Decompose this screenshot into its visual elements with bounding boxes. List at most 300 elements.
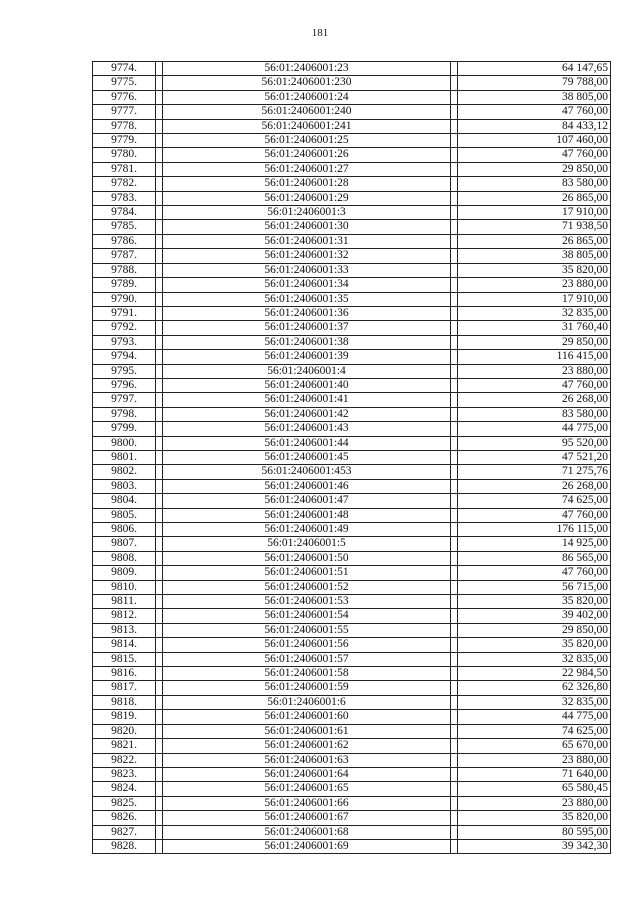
- row-number-cell: 9822.: [93, 753, 156, 767]
- table-row: [93, 652, 611, 666]
- column-gap: [156, 422, 163, 436]
- column-gap: [156, 220, 163, 234]
- column-gap: [156, 494, 163, 508]
- column-gap: [451, 162, 458, 176]
- table-row: [93, 350, 611, 364]
- cadastral-number-cell: 56:01:2406001:30: [163, 220, 451, 234]
- column-gap: [156, 537, 163, 551]
- value-cell: 86 565,00: [458, 551, 611, 565]
- table-row: [93, 811, 611, 825]
- table-row: [93, 695, 611, 709]
- table-row: [93, 551, 611, 565]
- cadastral-number-cell: 56:01:2406001:63: [163, 753, 451, 767]
- column-gap: [156, 695, 163, 709]
- row-number-cell: 9799.: [93, 422, 156, 436]
- row-number-cell: 9782.: [93, 177, 156, 191]
- column-gap: [451, 609, 458, 623]
- column-gap: [156, 407, 163, 421]
- cadastral-number-cell: 56:01:2406001:62: [163, 739, 451, 753]
- row-number-cell: 9778.: [93, 119, 156, 133]
- table-row: [93, 523, 611, 537]
- row-number-cell: 9809.: [93, 566, 156, 580]
- column-gap: [156, 263, 163, 277]
- column-gap: [156, 119, 163, 133]
- row-number-cell: 9802.: [93, 465, 156, 479]
- column-gap: [156, 767, 163, 781]
- column-gap: [156, 523, 163, 537]
- column-gap: [156, 724, 163, 738]
- value-cell: 47 760,00: [458, 148, 611, 162]
- column-gap: [156, 508, 163, 522]
- value-cell: 38 805,00: [458, 90, 611, 104]
- cadastral-number-cell: 56:01:2406001:42: [163, 407, 451, 421]
- column-gap: [451, 450, 458, 464]
- row-number-cell: 9806.: [93, 523, 156, 537]
- row-number-cell: 9825.: [93, 796, 156, 810]
- value-cell: 71 938,50: [458, 220, 611, 234]
- table-row: [93, 609, 611, 623]
- table-row: [93, 580, 611, 594]
- value-cell: 32 835,00: [458, 306, 611, 320]
- table-row: [93, 148, 611, 162]
- cadastral-number-cell: 56:01:2406001:47: [163, 494, 451, 508]
- table-row: [93, 292, 611, 306]
- column-gap: [156, 595, 163, 609]
- column-gap: [156, 479, 163, 493]
- row-number-cell: 9820.: [93, 724, 156, 738]
- value-cell: 31 760,40: [458, 321, 611, 335]
- row-number-cell: 9818.: [93, 695, 156, 709]
- row-number-cell: 9805.: [93, 508, 156, 522]
- row-number-cell: 9780.: [93, 148, 156, 162]
- cadastral-number-cell: 56:01:2406001:45: [163, 450, 451, 464]
- column-gap: [451, 407, 458, 421]
- column-gap: [156, 234, 163, 248]
- column-gap: [451, 566, 458, 580]
- column-gap: [451, 695, 458, 709]
- value-cell: 32 835,00: [458, 695, 611, 709]
- value-cell: 80 595,00: [458, 825, 611, 839]
- column-gap: [451, 638, 458, 652]
- table-row: [93, 220, 611, 234]
- cadastral-number-cell: 56:01:2406001:240: [163, 105, 451, 119]
- value-cell: 23 880,00: [458, 278, 611, 292]
- column-gap: [156, 580, 163, 594]
- cadastral-number-cell: 56:01:2406001:38: [163, 335, 451, 349]
- table-row: [93, 638, 611, 652]
- row-number-cell: 9807.: [93, 537, 156, 551]
- column-gap: [156, 825, 163, 839]
- value-cell: 64 147,65: [458, 62, 611, 76]
- column-gap: [451, 220, 458, 234]
- row-number-cell: 9779.: [93, 134, 156, 148]
- row-number-cell: 9785.: [93, 220, 156, 234]
- value-cell: 39 342,30: [458, 839, 611, 853]
- column-gap: [451, 508, 458, 522]
- row-number-cell: 9824.: [93, 782, 156, 796]
- row-number-cell: 9828.: [93, 839, 156, 853]
- value-cell: 65 670,00: [458, 739, 611, 753]
- value-cell: 29 850,00: [458, 623, 611, 637]
- value-cell: 26 268,00: [458, 479, 611, 493]
- column-gap: [451, 321, 458, 335]
- cadastral-number-cell: 56:01:2406001:58: [163, 667, 451, 681]
- registry-table: [92, 61, 611, 854]
- cadastral-number-cell: 56:01:2406001:48: [163, 508, 451, 522]
- column-gap: [451, 710, 458, 724]
- value-cell: 116 415,00: [458, 350, 611, 364]
- cadastral-number-cell: 56:01:2406001:53: [163, 595, 451, 609]
- row-number-cell: 9797.: [93, 393, 156, 407]
- value-cell: 29 850,00: [458, 335, 611, 349]
- table-row: [93, 667, 611, 681]
- column-gap: [451, 422, 458, 436]
- column-gap: [156, 811, 163, 825]
- column-gap: [451, 177, 458, 191]
- row-number-cell: 9826.: [93, 811, 156, 825]
- value-cell: 65 580,45: [458, 782, 611, 796]
- value-cell: 47 760,00: [458, 105, 611, 119]
- column-gap: [156, 739, 163, 753]
- value-cell: 26 268,00: [458, 393, 611, 407]
- row-number-cell: 9791.: [93, 306, 156, 320]
- cadastral-number-cell: 56:01:2406001:55: [163, 623, 451, 637]
- column-gap: [156, 249, 163, 263]
- column-gap: [156, 681, 163, 695]
- column-gap: [451, 393, 458, 407]
- row-number-cell: 9789.: [93, 278, 156, 292]
- table-row: [93, 191, 611, 205]
- row-number-cell: 9813.: [93, 623, 156, 637]
- cadastral-number-cell: 56:01:2406001:67: [163, 811, 451, 825]
- cadastral-number-cell: 56:01:2406001:41: [163, 393, 451, 407]
- cadastral-number-cell: 56:01:2406001:4: [163, 364, 451, 378]
- table-row: [93, 623, 611, 637]
- column-gap: [451, 249, 458, 263]
- table-row: [93, 249, 611, 263]
- column-gap: [156, 710, 163, 724]
- value-cell: 83 580,00: [458, 407, 611, 421]
- table-row: [93, 436, 611, 450]
- table-row: [93, 710, 611, 724]
- row-number-cell: 9798.: [93, 407, 156, 421]
- column-gap: [156, 148, 163, 162]
- value-cell: 74 625,00: [458, 494, 611, 508]
- table-row: [93, 90, 611, 104]
- cadastral-number-cell: 56:01:2406001:28: [163, 177, 451, 191]
- row-number-cell: 9794.: [93, 350, 156, 364]
- value-cell: 107 460,00: [458, 134, 611, 148]
- cadastral-number-cell: 56:01:2406001:68: [163, 825, 451, 839]
- table-row: [93, 839, 611, 853]
- table-row: [93, 450, 611, 464]
- cadastral-number-cell: 56:01:2406001:57: [163, 652, 451, 666]
- column-gap: [156, 90, 163, 104]
- column-gap: [156, 638, 163, 652]
- column-gap: [156, 839, 163, 853]
- table-row: [93, 105, 611, 119]
- cadastral-number-cell: 56:01:2406001:59: [163, 681, 451, 695]
- cadastral-number-cell: 56:01:2406001:29: [163, 191, 451, 205]
- table-row: [93, 724, 611, 738]
- value-cell: 38 805,00: [458, 249, 611, 263]
- column-gap: [156, 206, 163, 220]
- row-number-cell: 9793.: [93, 335, 156, 349]
- column-gap: [156, 350, 163, 364]
- row-number-cell: 9781.: [93, 162, 156, 176]
- column-gap: [156, 393, 163, 407]
- cadastral-number-cell: 56:01:2406001:50: [163, 551, 451, 565]
- row-number-cell: 9788.: [93, 263, 156, 277]
- table-row: [93, 364, 611, 378]
- row-number-cell: 9783.: [93, 191, 156, 205]
- row-number-cell: 9792.: [93, 321, 156, 335]
- value-cell: 32 835,00: [458, 652, 611, 666]
- column-gap: [451, 523, 458, 537]
- value-cell: 23 880,00: [458, 796, 611, 810]
- column-gap: [156, 162, 163, 176]
- cadastral-number-cell: 56:01:2406001:44: [163, 436, 451, 450]
- value-cell: 74 625,00: [458, 724, 611, 738]
- column-gap: [451, 580, 458, 594]
- column-gap: [451, 537, 458, 551]
- value-cell: 84 433,12: [458, 119, 611, 133]
- column-gap: [451, 292, 458, 306]
- table-row: [93, 494, 611, 508]
- cadastral-number-cell: 56:01:2406001:24: [163, 90, 451, 104]
- table-row: [93, 566, 611, 580]
- column-gap: [451, 782, 458, 796]
- column-gap: [451, 76, 458, 90]
- value-cell: 22 984,50: [458, 667, 611, 681]
- value-cell: 71 275,76: [458, 465, 611, 479]
- column-gap: [451, 335, 458, 349]
- row-number-cell: 9790.: [93, 292, 156, 306]
- column-gap: [156, 278, 163, 292]
- table-row: [93, 134, 611, 148]
- column-gap: [451, 825, 458, 839]
- value-cell: 71 640,00: [458, 767, 611, 781]
- column-gap: [451, 623, 458, 637]
- value-cell: 17 910,00: [458, 292, 611, 306]
- cadastral-number-cell: 56:01:2406001:43: [163, 422, 451, 436]
- value-cell: 14 925,00: [458, 537, 611, 551]
- column-gap: [156, 566, 163, 580]
- value-cell: 47 760,00: [458, 508, 611, 522]
- column-gap: [451, 767, 458, 781]
- cadastral-number-cell: 56:01:2406001:46: [163, 479, 451, 493]
- table-row: [93, 306, 611, 320]
- column-gap: [451, 62, 458, 76]
- row-number-cell: 9827.: [93, 825, 156, 839]
- table-row: [93, 162, 611, 176]
- cadastral-number-cell: 56:01:2406001:37: [163, 321, 451, 335]
- cadastral-number-cell: 56:01:2406001:64: [163, 767, 451, 781]
- page-number: 181: [311, 27, 329, 39]
- table-row: [93, 767, 611, 781]
- column-gap: [451, 263, 458, 277]
- column-gap: [156, 321, 163, 335]
- value-cell: 79 788,00: [458, 76, 611, 90]
- cadastral-number-cell: 56:01:2406001:60: [163, 710, 451, 724]
- value-cell: 62 326,80: [458, 681, 611, 695]
- column-gap: [451, 465, 458, 479]
- cadastral-number-cell: 56:01:2406001:65: [163, 782, 451, 796]
- column-gap: [451, 119, 458, 133]
- cadastral-number-cell: 56:01:2406001:23: [163, 62, 451, 76]
- value-cell: 176 115,00: [458, 523, 611, 537]
- cadastral-number-cell: 56:01:2406001:5: [163, 537, 451, 551]
- row-number-cell: 9776.: [93, 90, 156, 104]
- column-gap: [451, 90, 458, 104]
- column-gap: [156, 652, 163, 666]
- table-row: [93, 263, 611, 277]
- row-number-cell: 9819.: [93, 710, 156, 724]
- cadastral-number-cell: 56:01:2406001:66: [163, 796, 451, 810]
- column-gap: [451, 724, 458, 738]
- value-cell: 23 880,00: [458, 364, 611, 378]
- column-gap: [451, 739, 458, 753]
- cadastral-number-cell: 56:01:2406001:26: [163, 148, 451, 162]
- row-number-cell: 9821.: [93, 739, 156, 753]
- value-cell: 35 820,00: [458, 263, 611, 277]
- column-gap: [451, 234, 458, 248]
- column-gap: [451, 436, 458, 450]
- cadastral-number-cell: 56:01:2406001:453: [163, 465, 451, 479]
- column-gap: [156, 753, 163, 767]
- row-number-cell: 9787.: [93, 249, 156, 263]
- column-gap: [451, 595, 458, 609]
- table-row: [93, 393, 611, 407]
- row-number-cell: 9811.: [93, 595, 156, 609]
- column-gap: [156, 450, 163, 464]
- value-cell: 44 775,00: [458, 710, 611, 724]
- cadastral-number-cell: 56:01:2406001:69: [163, 839, 451, 853]
- column-gap: [451, 378, 458, 392]
- row-number-cell: 9815.: [93, 652, 156, 666]
- column-gap: [451, 479, 458, 493]
- value-cell: 35 820,00: [458, 811, 611, 825]
- row-number-cell: 9786.: [93, 234, 156, 248]
- table-row: [93, 422, 611, 436]
- value-cell: 35 820,00: [458, 595, 611, 609]
- column-gap: [156, 551, 163, 565]
- row-number-cell: 9823.: [93, 767, 156, 781]
- row-number-cell: 9810.: [93, 580, 156, 594]
- table-row: [93, 321, 611, 335]
- table-row: [93, 335, 611, 349]
- column-gap: [451, 191, 458, 205]
- column-gap: [156, 782, 163, 796]
- value-cell: 26 865,00: [458, 191, 611, 205]
- table-row: [93, 681, 611, 695]
- table-row: [93, 278, 611, 292]
- column-gap: [156, 378, 163, 392]
- table-row: [93, 825, 611, 839]
- value-cell: 47 760,00: [458, 566, 611, 580]
- table-row: [93, 796, 611, 810]
- column-gap: [451, 206, 458, 220]
- row-number-cell: 9795.: [93, 364, 156, 378]
- table-row: [93, 206, 611, 220]
- table-row: [93, 739, 611, 753]
- cadastral-number-cell: 56:01:2406001:51: [163, 566, 451, 580]
- column-gap: [156, 134, 163, 148]
- table-row: [93, 782, 611, 796]
- cadastral-number-cell: 56:01:2406001:40: [163, 378, 451, 392]
- row-number-cell: 9801.: [93, 450, 156, 464]
- table-row: [93, 62, 611, 76]
- cadastral-number-cell: 56:01:2406001:230: [163, 76, 451, 90]
- cadastral-number-cell: 56:01:2406001:241: [163, 119, 451, 133]
- value-cell: 56 715,00: [458, 580, 611, 594]
- cadastral-number-cell: 56:01:2406001:61: [163, 724, 451, 738]
- column-gap: [451, 364, 458, 378]
- column-gap: [156, 436, 163, 450]
- column-gap: [451, 681, 458, 695]
- cadastral-number-cell: 56:01:2406001:54: [163, 609, 451, 623]
- row-number-cell: 9804.: [93, 494, 156, 508]
- table-row: [93, 537, 611, 551]
- cadastral-number-cell: 56:01:2406001:27: [163, 162, 451, 176]
- column-gap: [156, 667, 163, 681]
- row-number-cell: 9775.: [93, 76, 156, 90]
- column-gap: [451, 667, 458, 681]
- column-gap: [156, 177, 163, 191]
- value-cell: 26 865,00: [458, 234, 611, 248]
- cadastral-number-cell: 56:01:2406001:34: [163, 278, 451, 292]
- row-number-cell: 9774.: [93, 62, 156, 76]
- table-row: [93, 595, 611, 609]
- registry-table-body: [93, 62, 611, 854]
- column-gap: [451, 839, 458, 853]
- row-number-cell: 9814.: [93, 638, 156, 652]
- column-gap: [451, 652, 458, 666]
- table-row: [93, 508, 611, 522]
- table-row: [93, 407, 611, 421]
- row-number-cell: 9784.: [93, 206, 156, 220]
- column-gap: [156, 796, 163, 810]
- column-gap: [156, 105, 163, 119]
- column-gap: [156, 191, 163, 205]
- column-gap: [156, 292, 163, 306]
- value-cell: 17 910,00: [458, 206, 611, 220]
- column-gap: [156, 623, 163, 637]
- column-gap: [156, 335, 163, 349]
- column-gap: [451, 148, 458, 162]
- cadastral-number-cell: 56:01:2406001:56: [163, 638, 451, 652]
- cadastral-number-cell: 56:01:2406001:3: [163, 206, 451, 220]
- row-number-cell: 9808.: [93, 551, 156, 565]
- row-number-cell: 9812.: [93, 609, 156, 623]
- column-gap: [156, 62, 163, 76]
- cadastral-number-cell: 56:01:2406001:25: [163, 134, 451, 148]
- value-cell: 29 850,00: [458, 162, 611, 176]
- column-gap: [451, 350, 458, 364]
- column-gap: [156, 76, 163, 90]
- cadastral-number-cell: 56:01:2406001:39: [163, 350, 451, 364]
- cadastral-number-cell: 56:01:2406001:52: [163, 580, 451, 594]
- cadastral-number-cell: 56:01:2406001:31: [163, 234, 451, 248]
- table-row: [93, 76, 611, 90]
- row-number-cell: 9777.: [93, 105, 156, 119]
- table-row: [93, 465, 611, 479]
- column-gap: [451, 105, 458, 119]
- column-gap: [451, 494, 458, 508]
- value-cell: 95 520,00: [458, 436, 611, 450]
- value-cell: 35 820,00: [458, 638, 611, 652]
- column-gap: [451, 811, 458, 825]
